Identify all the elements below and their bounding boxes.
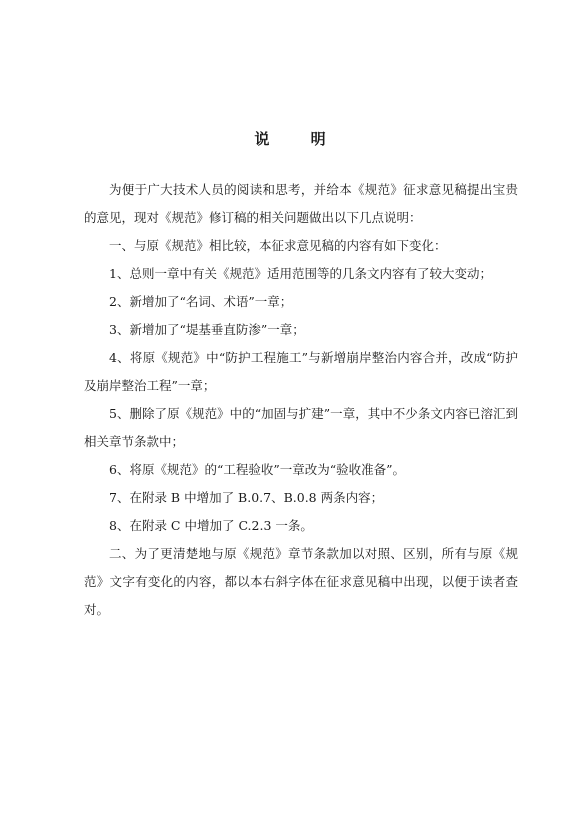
section-one-heading: 一、与原《规范》相比较，本征求意见稿的内容有如下变化： — [109, 238, 447, 253]
list-item: 5、删除了原《规范》中的“加固与扩建”一章，其中不少条文内容已溶汇到相关章节条款中； — [84, 406, 518, 449]
section-two-paragraph: 二、为了更清楚地与原《规范》章节条款加以对照、区别，所有与原《规范》文字有变化的内容，都以本右斜字体在征求意见稿中出现，以便于读者查对。 — [84, 546, 518, 617]
list-item: 6、将原《规范》的“工程验收”一章改为“验收准备”。 — [109, 462, 406, 477]
list-item: 2、新增加了“名词、术语”一章； — [109, 294, 293, 309]
intro-paragraph: 为便于广大技术人员的阅读和思考，并给本《规范》征求意见稿提出宝贵的意见，现对《规范》修订稿的相关问题做出以下几点说明： — [84, 182, 518, 225]
list-item: 1、总则一章中有关《规范》适用范围等的几条文内容有了较大变动； — [109, 266, 492, 281]
page-title: 说 明 — [254, 130, 344, 148]
document-body — [84, 176, 518, 624]
list-item: 7、在附录 B 中增加了 B.0.7、B.0.8 两条内容； — [109, 490, 384, 505]
list-item: 3、新增加了“堤基垂直防渗”一章； — [109, 322, 305, 337]
list-item: 4、将原《规范》中“防护工程施工”与新增崩岸整治内容合并，改成“防护及崩岸整治工程”一章； — [84, 350, 518, 393]
list-item: 8、在附录 C 中增加了 C.2.3 一条。 — [109, 518, 313, 533]
